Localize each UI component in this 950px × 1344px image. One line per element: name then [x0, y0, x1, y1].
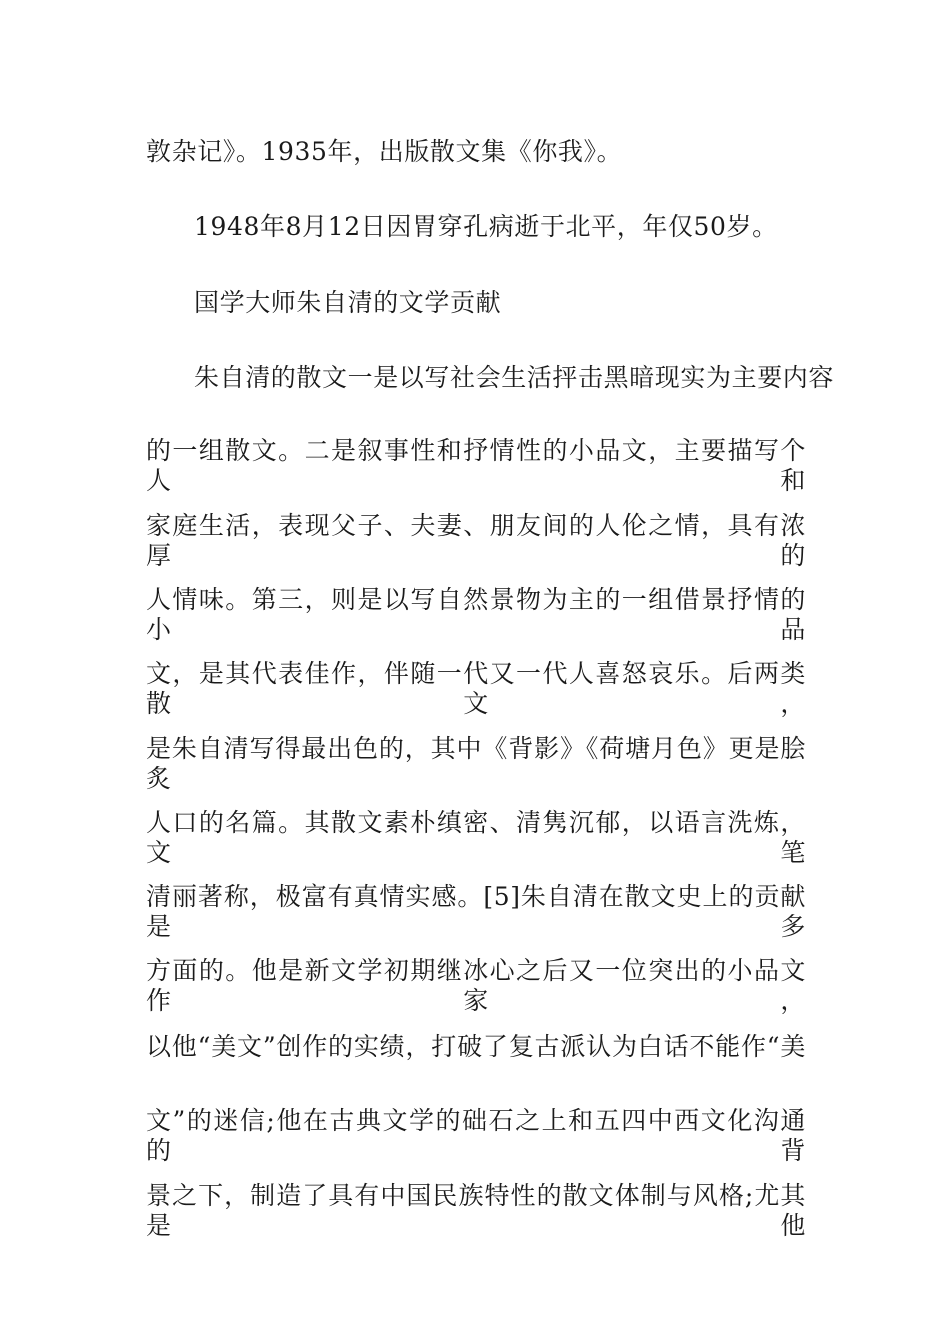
- text-line: 方面的。他是新文学初期继冰心之后又一位突出的小品文作家，: [146, 956, 806, 1015]
- text-line: 1948年8月12日因胃穿孔病逝于北平，年仅50岁。: [194, 212, 778, 241]
- text-line: 是朱自清写得最出色的，其中《背影》《荷塘月色》更是脍炙: [146, 734, 806, 793]
- text-line: 清丽著称，极富有真情实感。[5]朱自清在散文史上的贡献是多: [146, 882, 806, 941]
- text-line: 朱自清的散文一是以写社会生活抨击黑暗现实为主要内容: [194, 363, 835, 392]
- text-line: 景之下，制造了具有中国民族特性的散文体制与风格;尤其是他: [146, 1181, 806, 1240]
- text-line: 人口的名篇。其散文素朴缜密、清隽沉郁，以语言洗炼，文笔: [146, 808, 806, 867]
- text-line: 文”的迷信;他在古典文学的础石之上和五四中西文化沟通的背: [146, 1106, 806, 1165]
- text-line: 家庭生活，表现父子、夫妻、朋友间的人伦之情，具有浓厚的: [146, 511, 806, 570]
- section-heading: 国学大师朱自清的文学贡献: [194, 288, 502, 317]
- text-line: 人情味。第三，则是以写自然景物为主的一组借景抒情的小品: [146, 585, 806, 644]
- text-line: 以他“美文”创作的实绩，打破了复古派认为白话不能作“美: [146, 1032, 806, 1061]
- text-line: 敦杂记》。1935年，出版散文集《你我》。: [146, 137, 623, 166]
- text-line: 文，是其代表佳作，伴随一代又一代人喜怒哀乐。后两类散文，: [146, 659, 806, 718]
- text-line: 的一组散文。二是叙事性和抒情性的小品文，主要描写个人和: [146, 436, 806, 495]
